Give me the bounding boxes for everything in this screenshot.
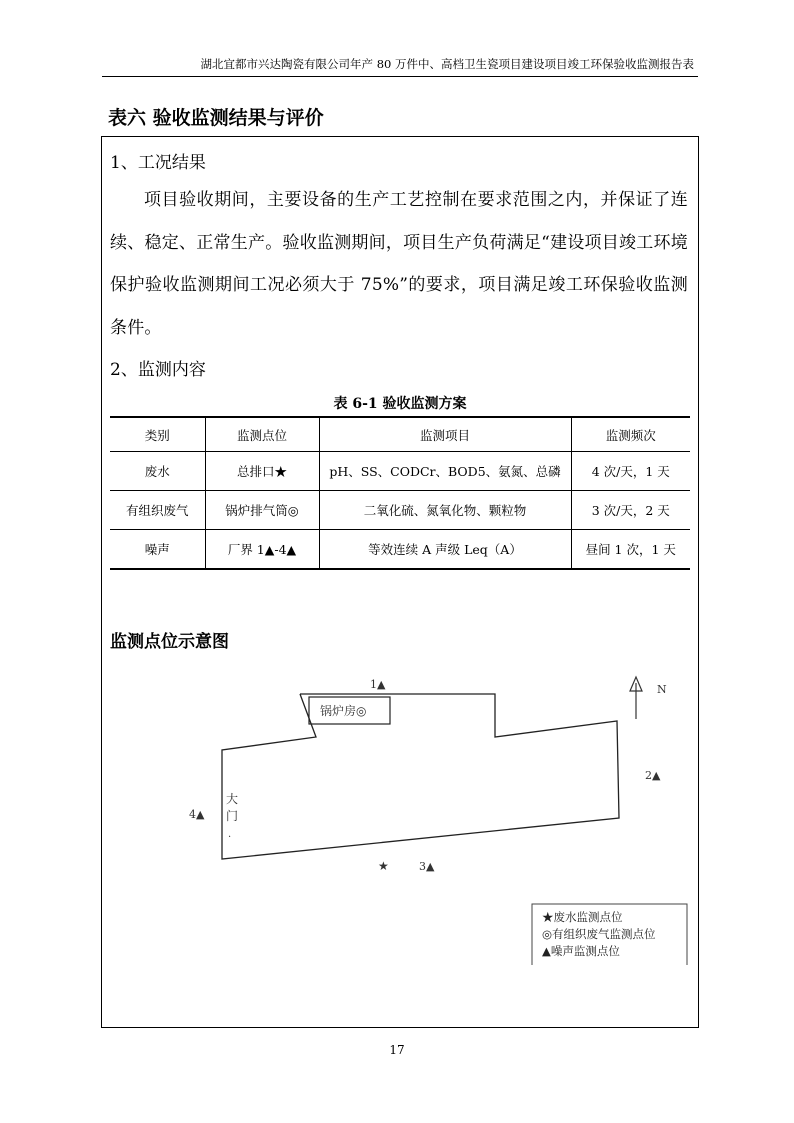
monitoring-plan-table [110, 416, 690, 570]
cell-category: 废水 [110, 452, 205, 491]
cell-category: 噪声 [110, 530, 205, 570]
cell-items: 二氧化硫、氮氧化物、颗粒物 [319, 491, 571, 530]
table-row [110, 452, 690, 491]
noise-point-3: 3▲ [419, 860, 435, 873]
col-header-frequency: 监测频次 [571, 417, 690, 452]
table-row [110, 530, 690, 570]
table-caption: 表 6-1 验收监测方案 [333, 396, 467, 412]
header-rule [102, 76, 698, 77]
heading-operating-results: 1、工况结果 [110, 153, 206, 173]
noise-point-2: 2▲ [645, 769, 661, 782]
legend-item-noise: ▲噪声监测点位 [542, 944, 620, 958]
gate-label-1: 大 [226, 792, 239, 806]
cell-frequency: 4 次/天，1 天 [571, 452, 690, 491]
gate-dot: . [228, 829, 232, 840]
cell-items: pH、SS、CODCr、BOD5、氨氮、总磷 [319, 452, 571, 491]
cell-frequency: 3 次/天，2 天 [571, 491, 690, 530]
legend-item-wastewater: ★废水监测点位 [542, 910, 623, 924]
table-row [110, 491, 690, 530]
cell-category: 有组织废气 [110, 491, 205, 530]
wastewater-point-star: ★ [378, 859, 389, 873]
noise-point-1: 1▲ [370, 678, 386, 691]
diagram-title: 监测点位示意图 [110, 632, 229, 652]
table-header-row [110, 417, 690, 452]
cell-location: 厂界 1▲-4▲ [205, 530, 319, 570]
noise-point-4: 4▲ [189, 808, 205, 821]
heading-monitoring-content: 2、监测内容 [110, 360, 206, 380]
cell-location: 总排口★ [205, 452, 319, 491]
col-header-location: 监测点位 [205, 417, 319, 452]
section-title: 表六 验收监测结果与评价 [108, 107, 324, 129]
report-header: 湖北宜都市兴达陶瓷有限公司年产 80 万件中、高档卫生瓷项目建设项目竣工环保验收监测报告表 [200, 57, 694, 71]
col-header-items: 监测项目 [319, 417, 571, 452]
monitoring-site-diagram [102, 667, 698, 967]
north-arrow-icon [630, 677, 642, 719]
col-header-category: 类别 [110, 417, 205, 452]
gate-label-2: 门 [226, 809, 239, 823]
site-boundary [222, 694, 619, 859]
cell-frequency: 昼间 1 次，1 天 [571, 530, 690, 570]
content-frame [101, 136, 699, 1028]
north-label: N [657, 683, 667, 696]
cell-items: 等效连续 A 声级 Leq（A） [319, 530, 571, 570]
legend-item-exhaust: ◎有组织废气监测点位 [542, 927, 656, 941]
boiler-house-label: 锅炉房◎ [320, 704, 367, 718]
page-number: 17 [389, 1043, 405, 1057]
operating-results-paragraph: 项目验收期间，主要设备的生产工艺控制在要求范围之内，并保证了连续、稳定、正常生产。验收监测期间，项目生产负荷满足“建设项目竣工环境保护验收监测期间工况必须大于 75%”的要求，项目满足竣工环保验收监测条件。 [110, 190, 688, 338]
cell-location: 锅炉排气筒◎ [205, 491, 319, 530]
